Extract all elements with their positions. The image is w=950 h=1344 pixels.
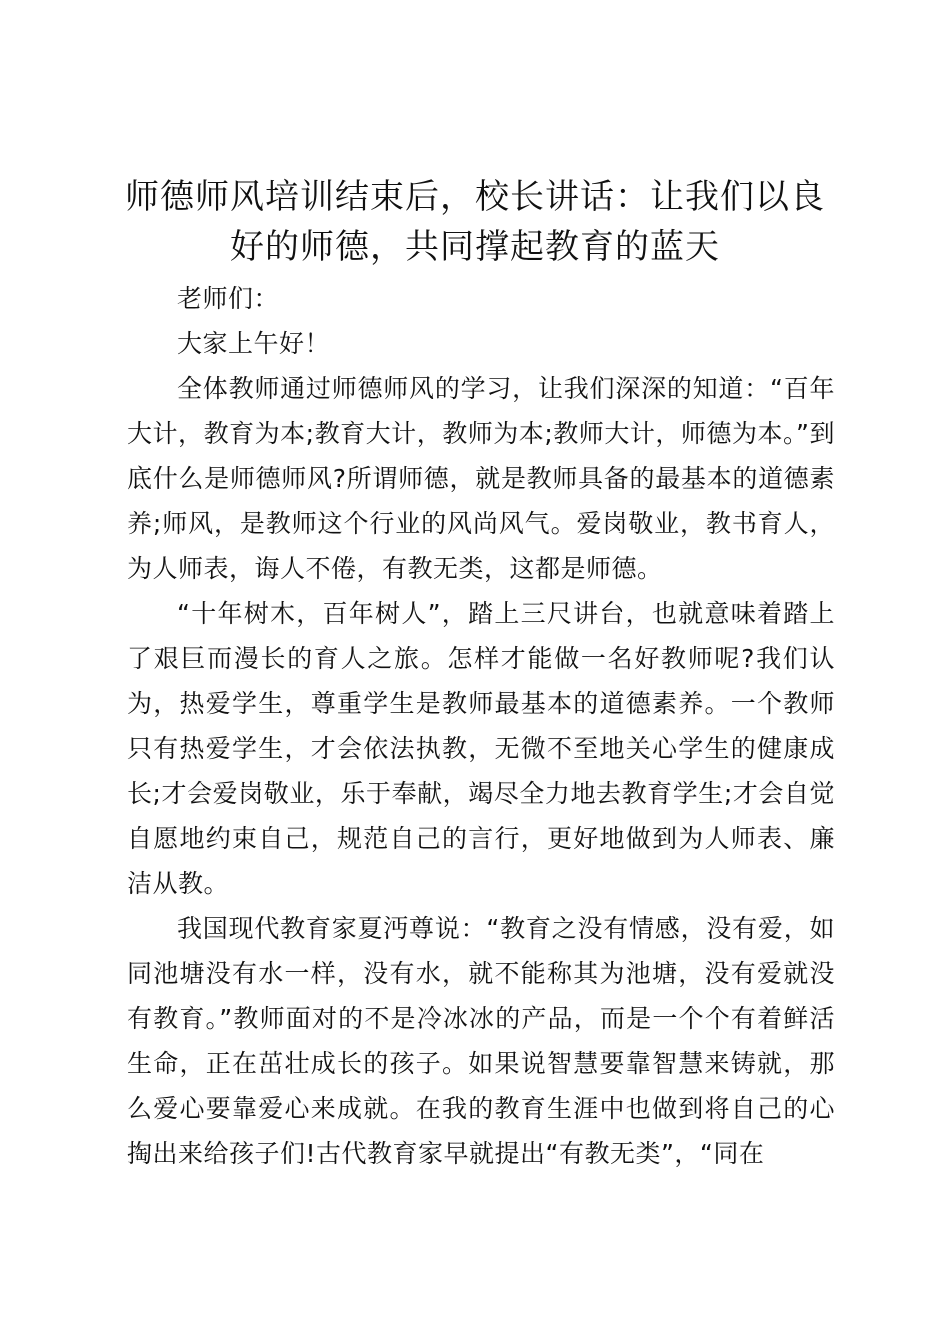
salutation-paragraph: 老师们： [177, 284, 280, 313]
greeting-paragraph: 大家上午好！ [177, 329, 331, 358]
document-title: 师德师风培训结束后，校长讲话：让我们以良好的师德，共同撑起教育的蓝天 [125, 177, 825, 267]
body-paragraph: 全体教师通过师德师风的学习，让我们深深的知道：“百年大计，教育为本;教育大计，教师为本;教师大计，师德为本。”到底什么是师德师风?所谓师德，就是教师具备的最基本的道德素养;师风，是教师这个行业的风尚风气。爱岗敬业，教书育人，为人师表，诲人不倦，有教无类，这都是师德。 [127, 374, 835, 583]
body-paragraph: “十年树木，百年树人”，踏上三尺讲台，也就意味着踏上了艰巨而漫长的育人之旅。怎样才能做一名好教师呢?我们认为，热爱学生，尊重学生是教师最基本的道德素养。一个教师只有热爱学生，才会依法执教，无微不至地关心学生的健康成长;才会爱岗敬业，乐于奉献，竭尽全力地去教育学生;才会自觉自愿地约束自己，规范自己的言行，更好地做到为人师表、廉洁从教。 [127, 599, 835, 898]
document-body [127, 276, 835, 1176]
body-paragraph: 我国现代教育家夏沔尊说：“教育之没有情感，没有爱，如同池塘没有水一样，没有水，就不能称其为池塘，没有爱就没有教育。”教师面对的不是冷冰冰的产品，而是一个个有着鲜活生命，正在茁壮成长的孩子。如果说智慧要靠智慧来铸就，那么爱心要靠爱心来成就。在我的教育生涯中也做到将自己的心掏出来给孩子们!古代教育家早就提出“有教无类”，“同在 [127, 914, 835, 1168]
